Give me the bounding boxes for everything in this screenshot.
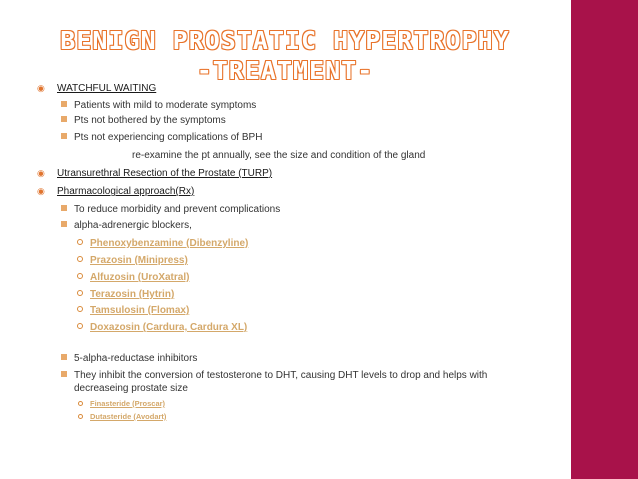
drug-item — [90, 271, 189, 284]
sub-bullet — [74, 114, 226, 127]
square-bullet-icon — [61, 116, 67, 122]
sub-bullet-label: Pts not experiencing complications of BPH — [74, 132, 263, 143]
hollow-circle-bullet-icon — [78, 401, 83, 406]
drug-item — [90, 288, 174, 301]
sub-bullet — [74, 203, 280, 216]
hollow-circle-bullet-icon — [77, 256, 83, 262]
bullet-label: Pharmacological approach(Rx) — [57, 186, 195, 197]
sub-bullet-label: To reduce morbidity and prevent complications — [74, 204, 281, 215]
hollow-circle-bullet-icon — [77, 306, 83, 312]
bullet-circle-icon: ◉ — [37, 186, 45, 196]
sub-bullet — [74, 131, 262, 144]
bullet-pharmacological — [37, 185, 195, 198]
drug-item — [90, 237, 248, 250]
sub-bullet-label: 5-alpha-reductase inhibitors — [74, 353, 198, 364]
drug-item — [90, 304, 189, 317]
square-bullet-icon — [61, 101, 67, 107]
hollow-circle-bullet-icon — [77, 239, 83, 245]
accent-side-bar — [571, 0, 638, 479]
square-bullet-icon — [61, 221, 67, 227]
sub-bullet — [74, 352, 197, 365]
drug-item — [90, 399, 165, 409]
bullet-watchful-waiting — [37, 82, 157, 95]
sub-bullet — [74, 219, 192, 232]
drug-label: Alfuzosin (UroXatral) — [90, 272, 190, 283]
sub-bullet — [74, 99, 256, 112]
bullet-label: Utransurethral Resection of the Prostate (TURP) — [57, 168, 273, 179]
slide-title — [50, 26, 520, 86]
bullet-turp — [37, 167, 273, 180]
drug-item — [90, 254, 188, 267]
sub-bullet-label: alpha-adrenergic blockers, — [74, 220, 192, 231]
drug-item — [90, 321, 247, 334]
hollow-circle-bullet-icon — [77, 273, 83, 279]
drug-label: Finasteride (Proscar) — [90, 399, 166, 408]
title-line-2: -TREATMENT- — [196, 56, 374, 85]
hollow-circle-bullet-icon — [78, 414, 83, 419]
sub-bullet-label: They inhibit the conversion of testosterone to DHT, causing DHT levels to drop and helps with decreaseing prostate size — [74, 370, 488, 394]
reexamine-note: re-examine the pt annually, see the size and condition of the gland — [132, 150, 426, 161]
sub-bullet-label: Patients with mild to moderate symptoms — [74, 100, 257, 111]
drug-label: Tamsulosin (Flomax) — [90, 305, 190, 316]
square-bullet-icon — [61, 371, 67, 377]
bullet-label: WATCHFUL WAITING — [57, 83, 157, 94]
title-line-1: BENIGN PROSTATIC HYPERTROPHY — [60, 26, 510, 55]
square-bullet-icon — [61, 205, 67, 211]
sub-bullet-label: Pts not bothered by the symptoms — [74, 115, 226, 126]
drug-label: Doxazosin (Cardura, Cardura XL) — [90, 322, 248, 333]
square-bullet-icon — [61, 354, 67, 360]
square-bullet-icon — [61, 133, 67, 139]
hollow-circle-bullet-icon — [77, 323, 83, 329]
drug-label: Terazosin (Hytrin) — [90, 289, 175, 300]
drug-label: Dutasteride (Avodart) — [90, 412, 167, 421]
drug-item — [90, 412, 166, 422]
drug-label: Phenoxybenzamine (Dibenzyline) — [90, 238, 249, 249]
bullet-circle-icon: ◉ — [37, 168, 45, 178]
sub-bullet — [74, 369, 514, 395]
hollow-circle-bullet-icon — [77, 290, 83, 296]
drug-label: Prazosin (Minipress) — [90, 255, 188, 266]
bullet-circle-icon: ◉ — [37, 83, 45, 93]
